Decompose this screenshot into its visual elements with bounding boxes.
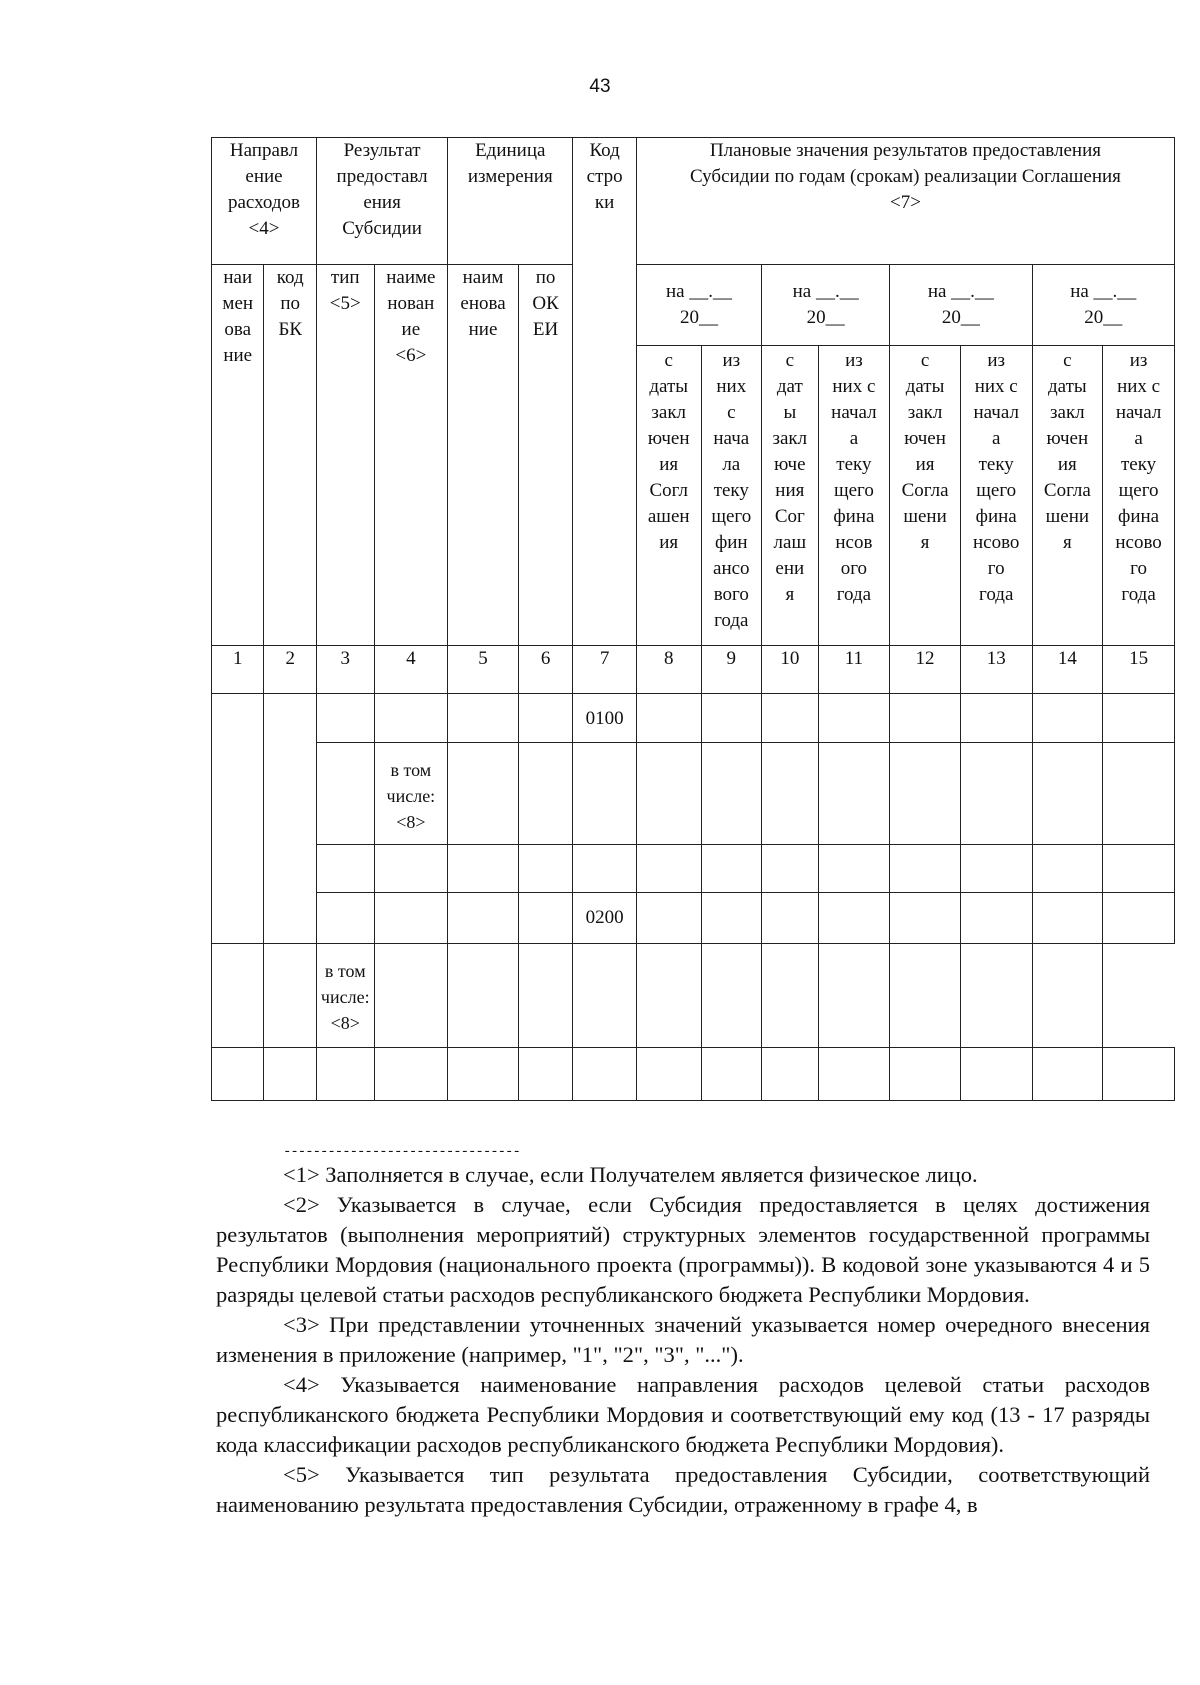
header-type: тип <5> bbox=[316, 265, 374, 646]
header-unit-name: наим енова ние bbox=[448, 265, 519, 646]
header-col-10: с дат ы закл юче ния Сог лаш ени я bbox=[762, 346, 819, 646]
header-col-13: из них с начал а теку щего фина нсово го года bbox=[960, 346, 1032, 646]
header-result: Результат предоставл ения Субсидии bbox=[316, 138, 447, 265]
col-number: 4 bbox=[374, 646, 448, 694]
including-cell: в том числе: <8> bbox=[374, 743, 448, 845]
header-col-8: с даты закл ючен ия Согл ашен ия bbox=[636, 346, 701, 646]
header-unit: Единица измерения bbox=[448, 138, 573, 265]
line-code-cell: 0100 bbox=[573, 694, 637, 743]
col-number: 5 bbox=[448, 646, 519, 694]
header-result-name: наиме нован ие <6> bbox=[374, 265, 448, 646]
col-number: 7 bbox=[573, 646, 637, 694]
page-number: 43 bbox=[589, 76, 611, 97]
col-number: 9 bbox=[701, 646, 762, 694]
table-row bbox=[212, 944, 1175, 1048]
footnote-separator: -------------------------------- bbox=[283, 1144, 520, 1160]
footnote-3: <3> При представлении уточненных значений указывается номер очередного внесения изменения в приложение (например, "1", "2", "3", "..."). bbox=[216, 1312, 1150, 1367]
col-number: 15 bbox=[1103, 646, 1175, 694]
planned-results-table bbox=[211, 137, 1175, 1101]
header-bk-code: код по БК bbox=[264, 265, 317, 646]
table-row bbox=[212, 694, 1175, 743]
header-direction: Направл ение расходов <4> bbox=[212, 138, 317, 265]
col-number: 2 bbox=[264, 646, 317, 694]
col-number: 14 bbox=[1032, 646, 1103, 694]
col-number: 3 bbox=[316, 646, 374, 694]
col-number: 11 bbox=[818, 646, 890, 694]
header-okei: по ОК ЕИ bbox=[518, 265, 573, 646]
table-row bbox=[212, 743, 1175, 845]
col-number: 13 bbox=[960, 646, 1032, 694]
header-period-1: на __.__ 20__ bbox=[636, 265, 761, 346]
footnote-1: <1> Заполняется в случае, если Получателем является физическое лицо. bbox=[283, 1162, 978, 1187]
column-numbers-row bbox=[212, 646, 1175, 694]
table-row bbox=[212, 893, 1175, 944]
header-col-14: с даты закл ючен ия Согла шени я bbox=[1032, 346, 1103, 646]
col-number: 6 bbox=[518, 646, 573, 694]
header-line-code: Код стро ки bbox=[573, 138, 637, 646]
table-row bbox=[212, 844, 1175, 893]
header-col-12: с даты закл ючен ия Согла шени я bbox=[890, 346, 961, 646]
footnote-4: <4> Указывается наименование направления расходов целевой статьи расходов республиканского бюджета Республики Мордовия и соответствующий ему код (13 - 17 разряды кода классификации расходов республиканского бюджета Республики Мордовия). bbox=[216, 1372, 1150, 1457]
table-row bbox=[212, 1048, 1175, 1101]
header-col-15: из них с начал а теку щего фина нсово го года bbox=[1103, 346, 1175, 646]
header-period-4: на __.__ 20__ bbox=[1032, 265, 1174, 346]
col-number: 8 bbox=[636, 646, 701, 694]
header-period-2: на __.__ 20__ bbox=[762, 265, 890, 346]
header-period-3: на __.__ 20__ bbox=[890, 265, 1032, 346]
line-code-cell: 0200 bbox=[573, 893, 637, 944]
header-col-11: из них с начал а теку щего фина нсов ого года bbox=[818, 346, 890, 646]
header-planned-values: Плановые значения результатов предоставления Субсидии по годам (срокам) реализации Соглашения <7> bbox=[636, 138, 1174, 265]
header-name: наи мен ова ние bbox=[212, 265, 264, 646]
including-cell: в том числе: <8> bbox=[316, 944, 374, 1048]
col-number: 10 bbox=[762, 646, 819, 694]
footnotes bbox=[216, 1160, 1150, 1520]
footnote-2: <2> Указывается в случае, если Субсидия предоставляется в целях достижения результатов (выполнения мероприятий) структурных элементов государственной программы Республики Мордовия (национального проекта (программы)). В кодовой зоне указываются 4 и 5 разряды целевой статьи расходов республиканского бюджета Республики Мордовия. bbox=[216, 1192, 1150, 1307]
col-number: 1 bbox=[212, 646, 264, 694]
header-col-9: из них с нача ла теку щего фин ансо вого года bbox=[701, 346, 762, 646]
col-number: 12 bbox=[890, 646, 961, 694]
footnote-5: <5> Указывается тип результата предоставления Субсидии, соответствующий наименованию результата предоставления Субсидии, отраженному в графе 4, в bbox=[216, 1462, 1150, 1517]
